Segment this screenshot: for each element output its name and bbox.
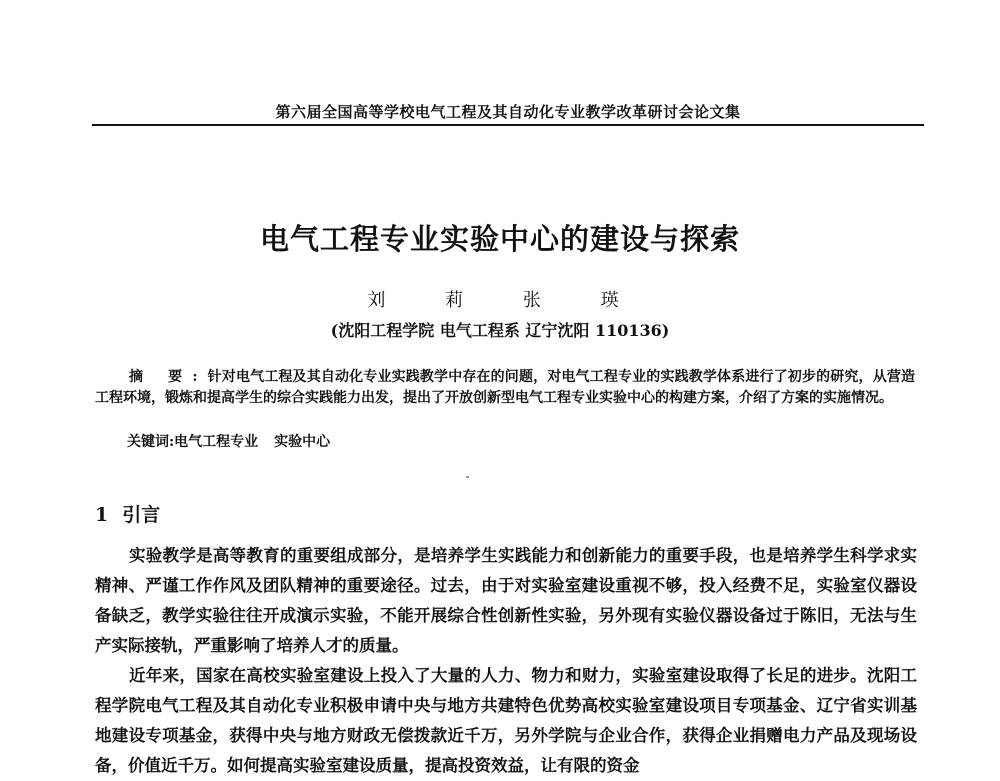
header-rule — [92, 124, 924, 126]
section-number: 1 — [95, 504, 109, 526]
body-paragraph: 近年来，国家在高校实验室建设上投入了大量的人力、物力和财力，实验室建设取得了长足的进步。沈阳工程学院电气工程及其自动化专业积极申请中央与地方共建特色优势高校实验室建设项目专项基金、辽宁省实训基地建设专项基金，获得中央与地方财政无偿拨款近千万，另外学院与企业合作，获得企业捐赠电力产品及现场设备，价值近千万。如何提高实验室建设质量，提高投资效益，让有限的资金 — [95, 666, 917, 775]
abstract-label: 摘 要: — [129, 369, 208, 385]
body-paragraph: 实验教学是高等教育的重要组成部分，是培养学生实践能力和创新能力的重要手段，也是培养学生科学求实精神、严谨工作作风及团队精神的重要途径。过去，由于对实验室建设重视不够，投入经费不足，实验室仪器设备缺乏，教学实验往往开成演示实验，不能开展综合性创新性实验，另外现有实验仪器设备过于陈旧，无法与生产实际接轨，严重影响了培养人才的质量。 — [95, 546, 917, 655]
running-header: 第六届全国高等学校电气工程及其自动化专业教学改革研讨会论文集 — [275, 103, 741, 121]
paper-affiliation: (沈阳工程学院 电气工程系 辽宁沈阳 110136) — [330, 321, 670, 340]
paper-title: 电气工程专业实验中心的建设与探索 — [259, 222, 740, 256]
abstract — [95, 367, 915, 409]
keywords-label: 关键词: — [127, 434, 175, 450]
keywords — [127, 431, 907, 451]
keyword-item: 电气工程专业 — [174, 434, 259, 450]
keyword-item: 实验中心 — [274, 434, 331, 450]
paper-authors: 刘 莉 张 瑛 — [367, 290, 633, 311]
section-title: 引言 — [122, 504, 161, 526]
section-body — [95, 541, 917, 781]
scan-speck — [466, 476, 469, 478]
abstract-text: 针对电气工程及其自动化专业实践教学中存在的问题，对电气工程专业的实践教学体系进行了初步的研究，从营造工程环境，锻炼和提高学生的综合实践能力出发，提出了开放创新型电气工程专业实验中心的构建方案，介绍了方案的实施情况。 — [95, 369, 915, 406]
section-heading — [95, 500, 160, 527]
